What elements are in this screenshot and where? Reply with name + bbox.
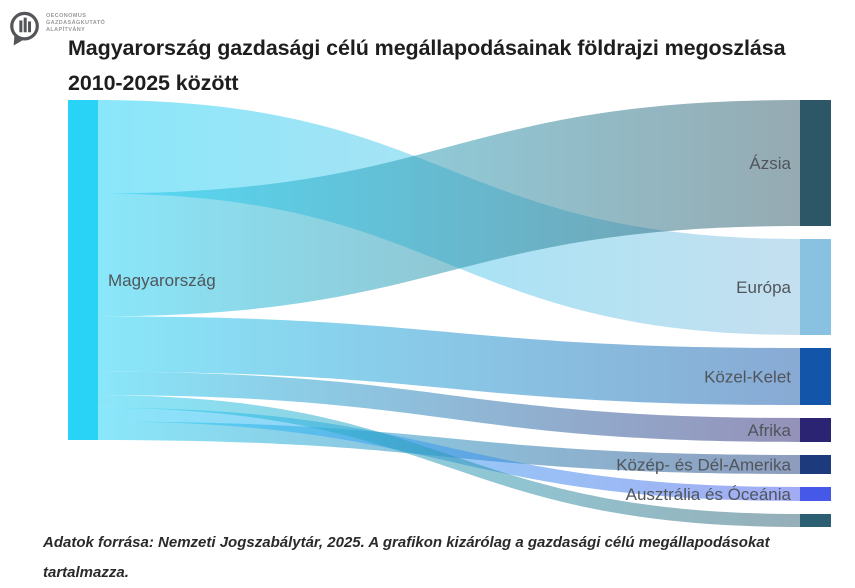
logo-org-line: OECONOMUS (46, 13, 87, 19)
sankey-node-magyarorszag[interactable] (68, 100, 98, 440)
sankey-node-unlabeled[interactable] (800, 514, 831, 527)
source-note-line2: tartalmazza. (43, 564, 129, 581)
node-label-kozel-kelet: Közel-Kelet (704, 367, 791, 387)
sankey-node-kozel-kelet[interactable] (800, 348, 831, 405)
chart-title-line2: 2010-2025 között (68, 71, 239, 95)
node-label-magyarorszag: Magyarország (108, 271, 216, 290)
node-label-afrika: Afrika (747, 421, 791, 440)
node-label-ausztralia-es-oceania: Ausztrália és Óceánia (625, 485, 791, 504)
chart-title-line1: Magyarország gazdasági célú megállapodásainak földrajzi megoszlása (68, 36, 786, 60)
node-label-kozep-es-del-amerika: Közép- és Dél-Amerika (616, 455, 791, 475)
node-label-europa: Európa (736, 278, 791, 297)
sankey-node-europa[interactable] (800, 239, 831, 335)
logo-org-line: GAZDASÁGKUTATÓ (46, 20, 106, 26)
node-label-azsia: Ázsia (749, 154, 791, 173)
sankey-node-azsia[interactable] (800, 100, 831, 226)
source-note (43, 528, 843, 588)
source-note-line1: Adatok forrása: Nemzeti Jogszabálytár, 2025. A grafikon kizárólag a gazdasági célú megállapodásokat (43, 534, 770, 551)
sankey-node-ausztralia-es-oceania[interactable] (800, 487, 831, 501)
logo-org-line: ALAPÍTVÁNY (46, 27, 86, 33)
sankey-node-afrika[interactable] (800, 418, 831, 442)
sankey-node-kozep-es-del-amerika[interactable] (800, 455, 831, 474)
